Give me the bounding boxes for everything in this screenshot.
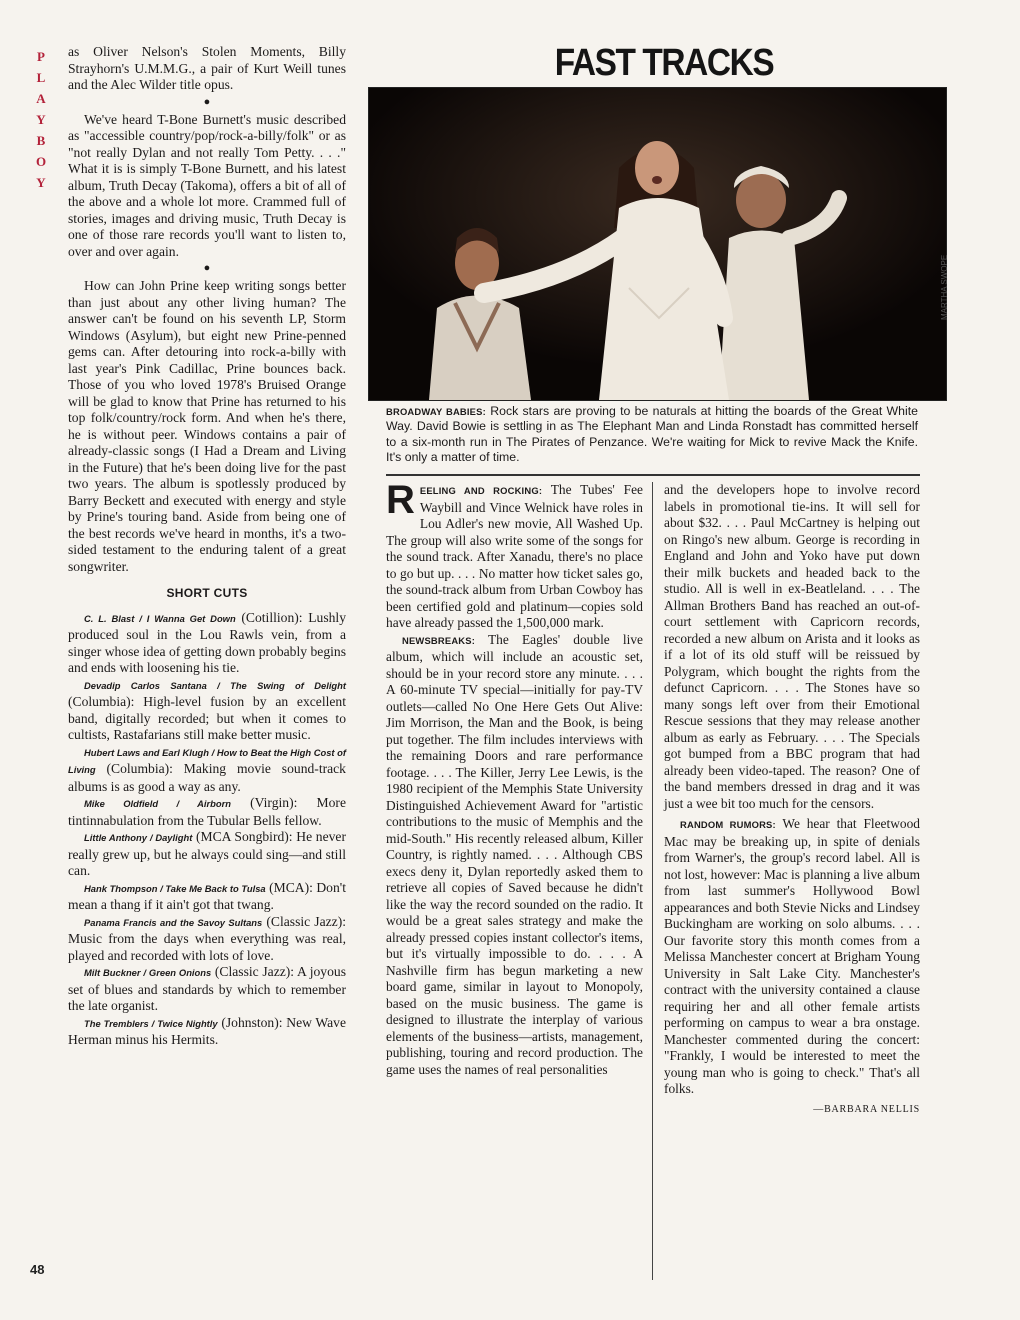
section-title: FAST TRACKS xyxy=(554,42,774,84)
short-cut-item xyxy=(68,1015,346,1049)
photo-caption xyxy=(386,404,918,466)
short-cut-item xyxy=(68,880,346,914)
short-cut-text: (Columbia): High-level fusion by an excellent band, digitally recorded; but when it comes to cultists, Rastafarians still make better music. xyxy=(68,694,346,742)
page-number: 48 xyxy=(30,1262,45,1277)
short-cut-item xyxy=(68,914,346,965)
running-head-letter: Y xyxy=(36,112,46,127)
left-paragraph-1: as Oliver Nelson's Stolen Moments, Billy Strayhorn's U.M.M.G., a pair of Kurt Weill tunes and the Alec Wilder title opus. xyxy=(68,44,346,92)
short-cut-text: (Classic Jazz): A joyous set of blues and standards by which to remember the late organist. xyxy=(68,964,346,1013)
running-head-letter: Y xyxy=(36,175,46,190)
short-cut-item xyxy=(68,610,346,677)
running-head-letter: O xyxy=(35,154,47,169)
short-cut-item xyxy=(68,964,346,1015)
short-cut-title: Mike Oldfield / Airborn xyxy=(84,798,231,809)
caption-label: BROADWAY BABIES: xyxy=(386,406,486,417)
short-cut-text: (MCA Songbird): He never really grew up, but he always could sing—and still can. xyxy=(68,829,346,878)
short-cut-title: Devadip Carlos Santana / The Swing of Delight xyxy=(84,679,346,691)
short-cut-title: Panama Francis and the Savoy Sultans xyxy=(84,916,263,928)
running-head-letter: A xyxy=(36,91,46,106)
short-cut-item xyxy=(68,677,346,744)
left-paragraph-2: We've heard T-Bone Burnett's music described as "accessible country/pop/rock-a-billy/folk" or as "not really Dylan and not really Tom Petty. . . ." What it is is simply T-Bone Burnett, and his latest album, Truth Decay (Takoma), offers a bit of all of the above and a whole lot more. Crammed full of stories, images and driving music, Truth Decay is one of those rare records you'll want to listen to, over and over again. xyxy=(68,111,346,259)
drop-cap: R xyxy=(386,478,415,522)
photo-credit: MARTHA SWOPE xyxy=(940,254,949,320)
short-cut-item xyxy=(68,795,346,829)
middle-column xyxy=(386,478,644,1078)
bullet-separator: ● xyxy=(203,262,211,274)
short-cuts-heading: SHORT CUTS xyxy=(166,586,248,600)
short-cut-text: (Classic Jazz): Music from the days when everything was real, played and recorded with lots of love. xyxy=(68,913,346,963)
newsbreaks-label: NEWSBREAKS: xyxy=(402,634,476,646)
reeling-label: EELING AND ROCKING: xyxy=(419,485,543,496)
right-column xyxy=(664,482,920,1118)
stage-photo-illustration xyxy=(369,88,946,400)
reeling-text: The Tubes' Fee Waybill and Vince Welnick have roles in Lou Adler's new movie, All Washed Up. The group will also write some of the songs for the sound track. After Xanadu, there's no place to go but up. . . . No matter how ticket sales go, the sound-track album from Urban Cowboy has been certified gold and platinum—copies sold have already passed the 1,500,000 mark. xyxy=(386,482,644,630)
short-cut-title: C. L. Blast / I Wanna Get Down xyxy=(84,612,236,624)
column-divider xyxy=(652,482,653,1280)
right-paragraph-1: and the developers hope to involve record labels in promotional tie-ins. It will sell for about $32. . . . Paul McCartney is helping out on Ringo's new album. George is recording in England and John and Yoko have put down their milk buckets and headed back to the studio. All is well in ex-Beatleland. . . . The Allman Brothers Band has reached an out-of-court settlement with Capricorn records, recorded a new album on Arista and it looks as if a lot of its old stuff will be reissued by Polygram, which bought the rights from the defunct Capricorn. . . . The Stones have so many songs left over from their Emotional Rescue sessions that they may release another album as early as February. . . . The Specials got bumped from a BBC program that had already been video-taped. The reason? One of the band members dressed in drag and it was just a wee bit too much for the censors. xyxy=(664,482,920,811)
caption-rule xyxy=(386,474,920,476)
short-cut-title: Little Anthony / Daylight xyxy=(84,832,193,843)
left-paragraph-3: How can John Prine keep writing songs better than just about any other living human? The answer can't be found on his seventh LP, Storm Windows (Asylum), but eight new Prine-penned gems can. After detouring into rock-a-billy with last year's Pink Cadillac, Prine bounces back. Those of you who loved 1978's Bruised Orange will be glad to know that Prine has returned to his top folk/country/rock form. And when he's there, he is without peer. Windows contains a pair of already-classic songs (I Had a Dream and Living in the Future) that he's been doing live for the past two years. The album is spotlessly produced by Barry Beckett and executed with energy and style by Prine's touring band. Aside from being one of the best records we've heard in months, it's a two-sided testament to the enduring talent of a great songwriter. xyxy=(68,278,346,574)
short-cut-text: (Johnston): New Wave Herman minus his Hermits. xyxy=(68,1014,347,1047)
running-head-letter: L xyxy=(36,70,46,85)
broadway-photo xyxy=(368,87,947,401)
short-cut-title: The Tremblers / Twice Nightly xyxy=(84,1017,218,1029)
running-head-letter: B xyxy=(36,133,46,148)
short-cut-text: (Cotillion): Lushly produced soul in the Lou Rawls vein, from a singer whose idea of getting down probably begins and ends with loosening his tie. xyxy=(68,609,346,675)
left-column xyxy=(68,44,346,1049)
short-cut-text: (Columbia): Making movie sound-track albums is as good a way as any. xyxy=(68,761,346,794)
short-cuts-list xyxy=(68,610,346,1049)
magazine-running-head xyxy=(30,46,52,193)
running-head-letter: P xyxy=(37,49,45,64)
short-cut-item xyxy=(68,829,346,880)
short-cut-text: (Virgin): More tintinnabulation from the Tubular Bells fellow. xyxy=(68,795,346,828)
caption-text: Rock stars are proving to be naturals at hitting the boards of the Great White Way. David Bowie is settling in as The Elephant Man and Linda Ronstadt has committed herself to a six-month run in The Pirates of Penzance. We're waiting for Mick to revive Mack the Knife. It's only a matter of time. xyxy=(386,404,918,465)
short-cut-title: Hubert Laws and Earl Klugh / How to Beat the High Cost of Living xyxy=(68,746,346,775)
author-signature: —BARBARA NELLIS xyxy=(813,1103,920,1115)
short-cut-title: Hank Thompson / Take Me Back to Tulsa xyxy=(84,882,266,894)
short-cut-title: Milt Buckner / Green Onions xyxy=(84,967,212,978)
short-cut-item xyxy=(68,744,346,796)
rumors-label: RANDOM RUMORS: xyxy=(680,819,776,830)
newsbreaks-text: The Eagles' double live album, which will include an acoustic set, should be in your record store any minute. . . . A 60-minute TV special—initially for pay-TV outlets—called No One Here Gets Out Alive: Jim Morrison, the Man and the Book, is being put together. The film includes interviews with the remaining Doors and rare performance footage. . . . The Killer, Jerry Lee Lewis, is the 1980 recipient of the Memphis State University Distinguished Achievement Award for "artistic contributions to the music of Memphis and the mid-South." His recently released album, Killer Country, is rightly named. . . . Although CBS execs deny it, Dylan reportedly asked them to retrieve all copies of Saved because he didn't like the way the record sounded on the radio. It would be a great sales strategy and make the already pressed copies instant collector's items, but it's virtually impossible to do. . . . A Nashville firm has begun marketing a new board game, similar in layout to Monopoly, based on the music business. The game is designed to illustrate the interplay of various elements of the business—artists, management, publishing, touring and record production. The game uses the names of real personalities xyxy=(386,631,643,1077)
bullet-separator: ● xyxy=(203,95,211,108)
short-cut-text: (MCA): Don't mean a thang if it ain't got that twang. xyxy=(68,879,346,912)
rumors-text: We hear that Fleetwood Mac may be breaking up, in spite of denials from Warner's, the group's record label. All is not lost, however: Mac is planning a live album from last summer's Hollywood Bowl appearances and both Stevie Nicks and Lindsey Buckingham are working on solo albums. . . . Our favorite story this month comes from a Melissa Manchester concert at Brigham Young University in Salt Lake City. Manchester's contract with the university contained a clause requiring her and all other female artists performing on campus to wear a bra onstage. Manchester commented during the concert: "Frankly, I would be interested to meet the young man who is going to check." That's all folks. xyxy=(664,816,920,1096)
